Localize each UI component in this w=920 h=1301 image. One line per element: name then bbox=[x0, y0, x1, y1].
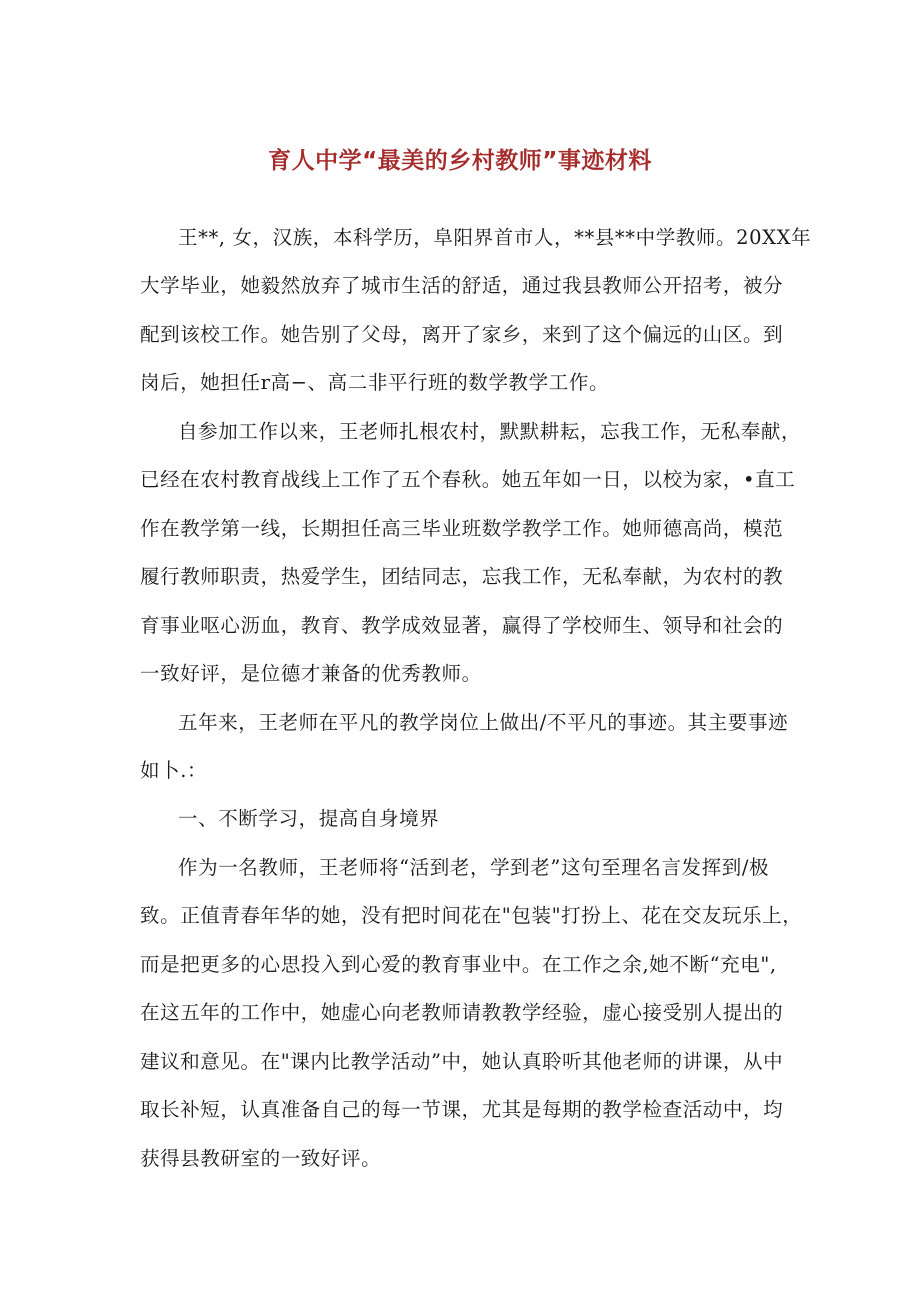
paragraph-line: 已经在农村教育战线上工作了五个春秋。她五年如一日，以校为家，•直工 bbox=[140, 468, 796, 491]
paragraph-line: 获得县教研室的一致好评。 bbox=[140, 1147, 382, 1170]
paragraph-line: 配到该校工作。她告别了父母，离开了家乡，来到了这个偏远的山区。到 bbox=[140, 323, 784, 346]
paragraph-line: 一致好评，是位德才兼备的优秀教师。 bbox=[140, 662, 482, 685]
paragraph-line: 自参加工作以来，王老师扎根农村，默默耕耘，忘我工作，无私奉献， bbox=[178, 420, 802, 443]
paragraph-line: 作在教学第一线，长期担任高三毕业班数学教学工作。她师德高尚，模范 bbox=[140, 517, 784, 540]
document-title: 育人中学“最美的乡村教师”事迹材料 bbox=[268, 148, 652, 174]
paragraph-line: 取长补短，认真准备自己的每一节课，尤其是每期的教学检查活动中，均 bbox=[140, 1098, 784, 1121]
paragraph-line: 育事业呕心沥血，教育、教学成效显著，赢得了学校师生、领导和社会的 bbox=[140, 614, 784, 637]
paragraph-line: 王**, 女，汉族，本科学历，阜阳界首市人，**县**中学教师。20XX年 bbox=[178, 226, 812, 249]
paragraph-line: 在这五年的工作中，她虚心向老教师请教教学经验，虚心接受别人提出的 bbox=[140, 1001, 784, 1024]
paragraph-line: 五年来，王老师在平凡的教学岗位上做出/不平凡的事迹。其主要事迹 bbox=[178, 711, 789, 734]
paragraph-line: 建议和意见。在"课内比教学活动”中，她认真聆听其他老师的讲课，从中 bbox=[140, 1050, 784, 1073]
paragraph-line: 岗后，她担任r高−、高二非平行班的数学教学工作。 bbox=[140, 371, 610, 394]
paragraph-line: 履行教师职责，热爱学生，团结同志，忘我工作，无私奉献，为农村的教 bbox=[140, 565, 784, 588]
paragraph-line: 而是把更多的心思投入到心爱的教育事业中。在工作之余,她不断“充电", bbox=[140, 953, 777, 976]
paragraph-line: 致。正值青春年华的她，没有把时间花在"包装"打扮上、花在交友玩乐上， bbox=[140, 904, 803, 927]
paragraph-line: 如卜.： bbox=[140, 759, 208, 782]
paragraph-line: 作为一名教师，王老师将“活到老，学到老”这句至理名言发挥到/极 bbox=[178, 856, 770, 879]
section-heading: 一、不断学习，提高自身境界 bbox=[178, 807, 440, 830]
paragraph-line: 大学毕业，她毅然放弃了城市生活的舒适，通过我县教师公开招考，被分 bbox=[140, 274, 784, 297]
